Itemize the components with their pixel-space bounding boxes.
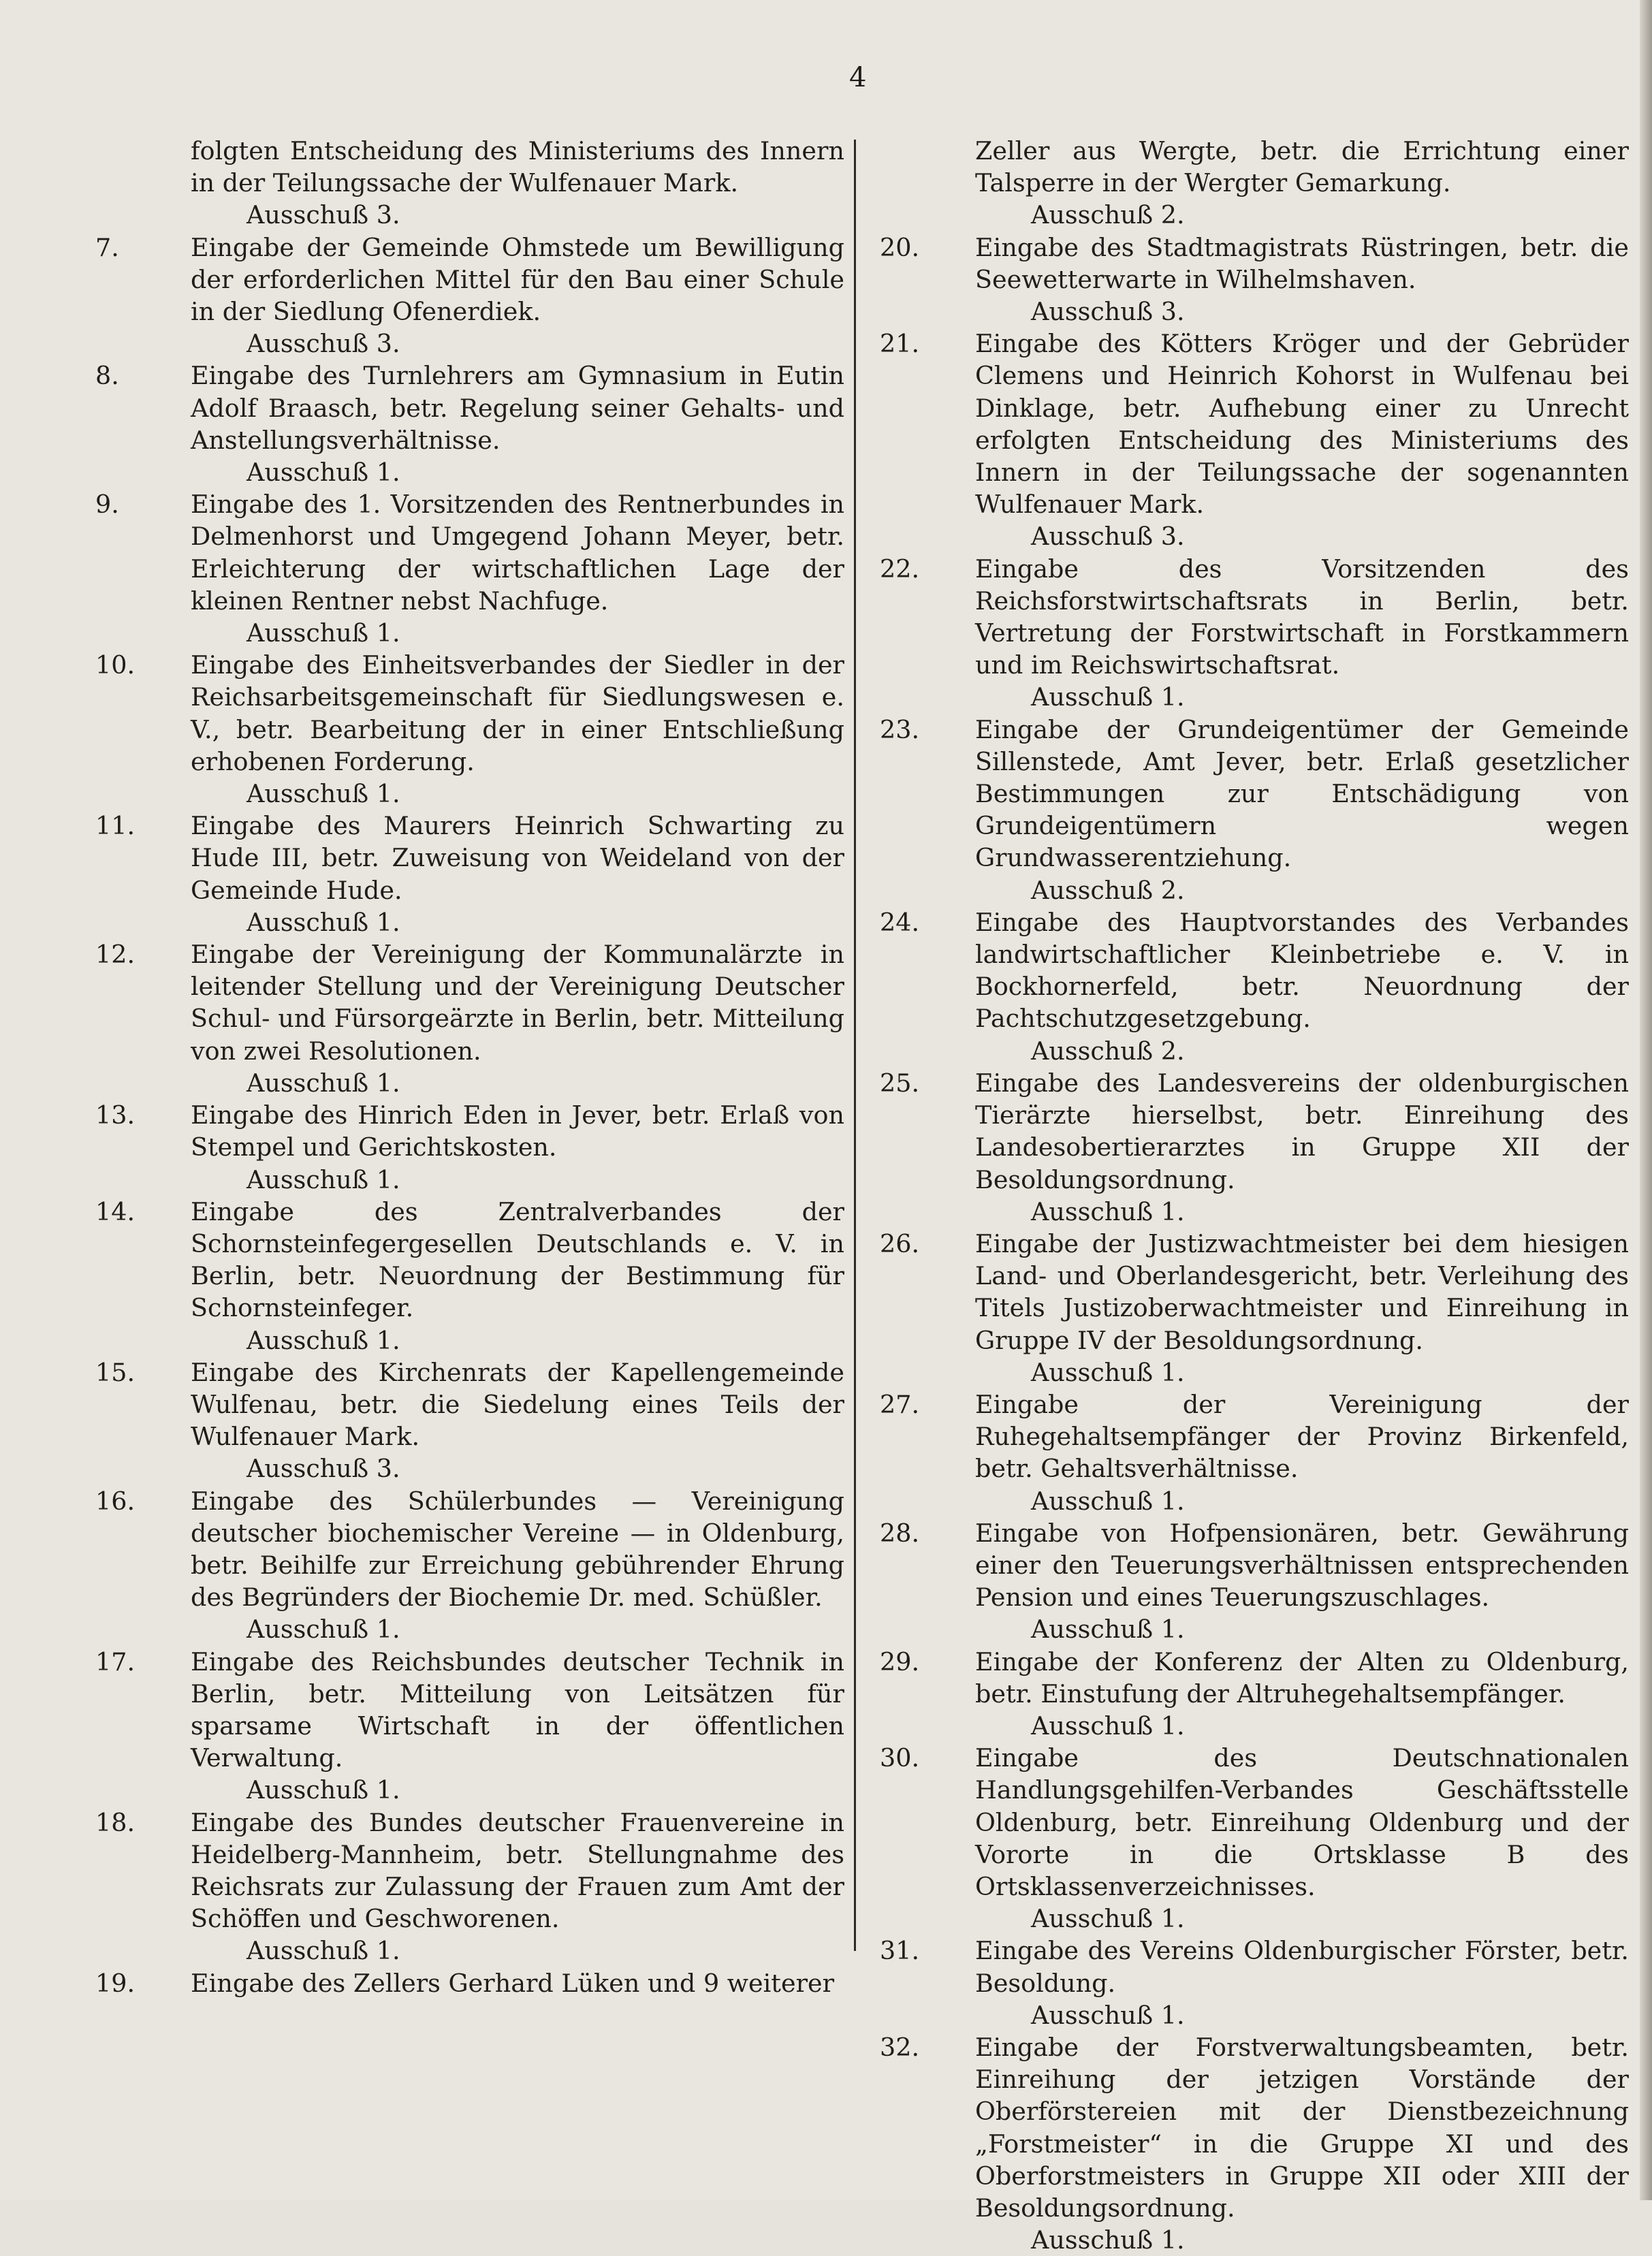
entry-number: 12. [95, 940, 136, 970]
petition-entry [95, 232, 844, 360]
petition-entry [95, 810, 844, 938]
entry-text: folgten Entscheidung des Ministeriums des Innern in der Teilungssache der Wulfenauer Mark. [191, 136, 844, 198]
entry-text: Eingabe des Kirchenrats der Kapellengemeinde Wulfenau, betr. die Siedelung eines Teils der Wulfenauer Mark. [191, 1357, 844, 1452]
committee-assignment: Ausschuß 3. [247, 329, 400, 359]
entry-text: Eingabe der Grundeigentümer der Gemeinde Sillenstede, Amt Jever, betr. Erlaß gesetzlicher Bestimmungen zur Entschädigung von Grundeigentümern wegen Grundwasserentziehung. [975, 714, 1629, 873]
committee-assignment: Ausschuß 1. [1031, 1486, 1185, 1516]
committee-assignment: Ausschuß 1. [247, 907, 400, 937]
entry-text: Eingabe der Justizwachtmeister bei dem hiesigen Land- und Oberlandesgericht, betr. Verleihung des Titels Justizoberwachtmeister und Einreihung in Gruppe IV der Besoldungsordnung. [975, 1228, 1629, 1355]
entry-number: 11. [95, 811, 136, 841]
petition-entry [880, 1935, 1629, 2031]
entry-number: 30. [880, 1743, 920, 1773]
continuation-entry-right [975, 135, 1629, 232]
petition-entry [880, 906, 1629, 1067]
entry-number: 28. [880, 1518, 920, 1548]
committee-assignment: Ausschuß 1. [247, 779, 400, 809]
entry-number: 14. [95, 1196, 136, 1226]
petition-entry [95, 1485, 844, 1646]
committee-assignment: Ausschuß 3. [247, 1454, 400, 1484]
petition-entry [880, 714, 1629, 906]
entry-text: Eingabe des Kötters Kröger und der Gebrüder Clemens und Heinrich Kohorst in Wulfenau bei Dinklage, betr. Aufhebung einer zu Unrecht erfolgten Entscheidung des Ministeriums des Innern in der Teilungssache der sogenannten Wulfenauer Mark. [975, 329, 1629, 520]
committee-assignment: Ausschuß 3. [1031, 522, 1185, 552]
committee-assignment: Ausschuß 3. [247, 200, 400, 230]
entry-text: Eingabe des Reichsbundes deutscher Technik in Berlin, betr. Mitteilung von Leitsätzen für sparsame Wirtschaft in der öffentlichen Verwaltung. [191, 1647, 844, 1773]
petition-entry [95, 1099, 844, 1196]
page-edge-shadow [1640, 0, 1652, 2200]
petition-entry [95, 360, 844, 488]
committee-assignment: Ausschuß 1. [1031, 1711, 1185, 1741]
petition-entry [95, 1196, 844, 1356]
entry-number: 23. [880, 714, 920, 744]
entry-text: Eingabe der Forstverwaltungsbeamten, betr. Einreihung der jetzigen Vorstände der Oberförstereien mit der Dienstbezeichnung „Forstmeister“ in die Gruppe XI und des Oberforstmeisters in Gruppe XII oder XIII der Besoldungsordnung. [975, 2032, 1629, 2223]
petition-entry [95, 488, 844, 649]
petition-entry [95, 1356, 844, 1485]
committee-assignment: Ausschuß 1. [247, 1164, 400, 1194]
entry-number: 17. [95, 1647, 136, 1677]
entry-text: Eingabe des Vereins Oldenburgischer Förster, betr. Besoldung. [975, 1936, 1629, 1998]
entry-text: Eingabe des Bundes deutscher Frauenvereine in Heidelberg-Mannheim, betr. Stellungnahme des Reichsrats zur Zulassung der Frauen zum Amt der Schöffen und Geschworenen. [191, 1807, 844, 1934]
entry-number: 22. [880, 554, 920, 584]
committee-assignment: Ausschuß 1. [247, 1068, 400, 1098]
entry-number: 19. [95, 1968, 136, 1998]
entry-number: 25. [880, 1068, 920, 1098]
committee-assignment: Ausschuß 1. [1031, 1904, 1185, 1934]
entry-text: Eingabe des Einheitsverbandes der Siedler in der Reichsarbeitsgemeinschaft für Siedlungswesen e. V., betr. Bearbeitung der in einer Entschließung erhobenen Forderung. [191, 650, 844, 776]
committee-assignment: Ausschuß 3. [1031, 297, 1185, 327]
petition-entry [95, 1967, 844, 1999]
entry-text: Eingabe des Schülerbundes — Vereinigung deutscher biochemischer Vereine — in Oldenburg, betr. Beihilfe zur Erreichung gebührender Ehrung des Begründers der Biochemie Dr. med. Schüßler. [191, 1486, 844, 1612]
committee-assignment: Ausschuß 1. [247, 1615, 400, 1645]
entry-text: Eingabe des Landesvereins der oldenburgischen Tierärzte hierselbst, betr. Einreihung des Landesobertierarztes in Gruppe XII der Besoldungsordnung. [975, 1068, 1629, 1194]
committee-assignment: Ausschuß 1. [247, 618, 400, 648]
entry-text: Eingabe der Vereinigung der Ruhegehaltsempfänger der Provinz Birkenfeld, betr. Gehaltsverhältnisse. [975, 1389, 1629, 1484]
entry-number: 8. [95, 361, 119, 391]
entry-text: Eingabe der Vereinigung der Kommunalärzte in leitender Stellung und der Vereinigung Deutscher Schul- und Fürsorgeärzte in Berlin, betr. Mitteilung von zwei Resolutionen. [191, 940, 844, 1066]
column-divider [854, 140, 856, 1951]
entry-text: Eingabe des Maurers Heinrich Schwarting zu Hude III, betr. Zuweisung von Weideland von der Gemeinde Hude. [191, 811, 844, 905]
entry-text: Eingabe der Gemeinde Ohmstede um Bewilligung der erforderlichen Mittel für den Bau einer Schule in der Siedlung Ofenerdiek. [191, 232, 844, 327]
petition-entry [880, 553, 1629, 714]
entry-number: 7. [95, 232, 119, 262]
entry-number: 13. [95, 1100, 136, 1130]
entry-text: Eingabe des Zellers Gerhard Lüken und 9 weiterer [191, 1968, 835, 1998]
entry-number: 9. [95, 490, 119, 520]
committee-assignment: Ausschuß 2. [1031, 1036, 1185, 1066]
entry-number: 21. [880, 329, 920, 359]
right-column [880, 135, 1629, 2256]
committee-assignment: Ausschuß 2. [1031, 200, 1185, 230]
entry-text: Eingabe von Hofpensionären, betr. Gewährung einer den Teuerungsverhältnissen entsprechenden Pension und eines Teuerungszuschlages. [975, 1518, 1629, 1612]
entry-text: Eingabe des Vorsitzenden des Reichsforstwirtschaftsrats in Berlin, betr. Vertretung der Forstwirtschaft in Forstkammern und im Reichswirtschaftsrat. [975, 554, 1629, 680]
entry-text: Eingabe des 1. Vorsitzenden des Rentnerbundes in Delmenhorst und Umgegend Johann Meyer, betr. Erleichterung der wirtschaftlichen Lage der kleinen Rentner nebst Nachfuge. [191, 490, 844, 616]
petition-entry [880, 1228, 1629, 1388]
entry-text: Eingabe des Stadtmagistrats Rüstringen, betr. die Seewetterwarte in Wilhelmshaven. [975, 232, 1629, 294]
committee-assignment: Ausschuß 1. [1031, 1196, 1185, 1226]
entry-text: Eingabe des Hauptvorstandes des Verbandes landwirtschaftlicher Kleinbetriebe e. V. in Bockhornerfeld, betr. Neuordnung der Pachtschutzgesetzgebung. [975, 907, 1629, 1034]
page-number: 4 [849, 62, 867, 93]
entry-number: 29. [880, 1647, 920, 1677]
petition-entry [880, 1646, 1629, 1743]
petition-entry [95, 1807, 844, 1967]
committee-assignment: Ausschuß 1. [247, 1775, 400, 1805]
entry-number: 16. [95, 1486, 136, 1516]
entry-text: Eingabe des Deutschnationalen Handlungsgehilfen-Verbandes Geschäftsstelle Oldenburg, betr. Einreihung Oldenburg und der Vororte in die Ortsklasse B des Ortsklassenverzeichnisses. [975, 1743, 1629, 1901]
committee-assignment: Ausschuß 1. [1031, 1615, 1185, 1645]
petition-entry [95, 1646, 844, 1807]
petition-entry [880, 232, 1629, 328]
entry-number: 18. [95, 1807, 136, 1837]
entry-number: 24. [880, 907, 920, 937]
continuation-entry-left [191, 135, 844, 232]
entry-text: Eingabe der Konferenz der Alten zu Oldenburg, betr. Einstufung der Altruhegehaltsempfänger. [975, 1647, 1629, 1709]
entry-text: Zeller aus Wergte, betr. die Errichtung einer Talsperre in der Wergter Gemarkung. [975, 136, 1629, 198]
petition-entry [95, 649, 844, 810]
entry-number: 26. [880, 1228, 920, 1258]
petition-entry [880, 1517, 1629, 1646]
committee-assignment: Ausschuß 1. [1031, 682, 1185, 712]
petition-entry [880, 2031, 1629, 2256]
petition-entry [880, 1388, 1629, 1517]
entry-number: 31. [880, 1936, 920, 1966]
entry-number: 10. [95, 650, 136, 680]
entry-text: Eingabe des Zentralverbandes der Schornsteinfegergesellen Deutschlands e. V. in Berlin, betr. Neuordnung der Bestimmung für Schornsteinfeger. [191, 1196, 844, 1323]
committee-assignment: Ausschuß 1. [247, 1936, 400, 1966]
entry-number: 27. [880, 1389, 920, 1419]
entry-text: Eingabe des Hinrich Eden in Jever, betr. Erlaß von Stempel und Gerichtskosten. [191, 1100, 844, 1162]
committee-assignment: Ausschuß 1. [1031, 2225, 1185, 2255]
petition-entry [880, 328, 1629, 552]
entry-number: 32. [880, 2032, 920, 2062]
committee-assignment: Ausschuß 1. [1031, 1357, 1185, 1387]
petition-entry [95, 938, 844, 1099]
petition-entry [880, 1067, 1629, 1228]
entry-text: Eingabe des Turnlehrers am Gymnasium in Eutin Adolf Braasch, betr. Regelung seiner Gehalts- und Anstellungsverhältnisse. [191, 361, 844, 455]
committee-assignment: Ausschuß 1. [247, 458, 400, 488]
entry-number: 20. [880, 232, 920, 262]
committee-assignment: Ausschuß 1. [1031, 2000, 1185, 2030]
petition-entry [880, 1742, 1629, 1935]
committee-assignment: Ausschuß 1. [247, 1325, 400, 1355]
committee-assignment: Ausschuß 2. [1031, 875, 1185, 905]
left-column [95, 135, 844, 1999]
entry-number: 15. [95, 1357, 136, 1387]
